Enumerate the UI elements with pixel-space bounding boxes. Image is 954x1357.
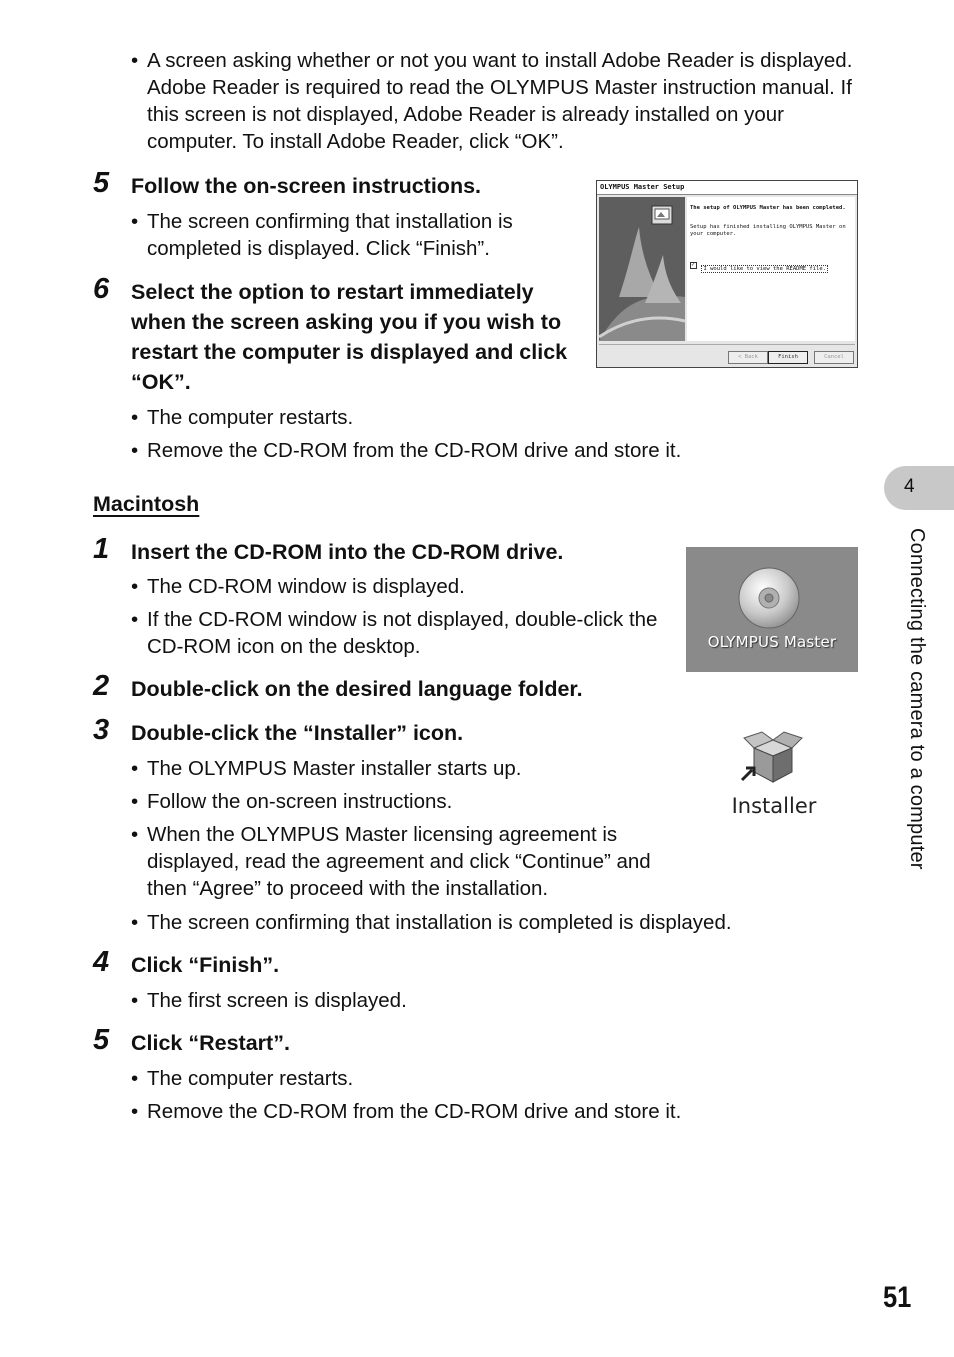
page-number: 51 (883, 1281, 912, 1314)
dialog-title: OLYMPUS Master Setup (597, 181, 857, 195)
step-heading: Follow the on-screen instructions. (131, 174, 482, 198)
bullet: • The OLYMPUS Master installer starts up. (131, 757, 522, 780)
chapter-tab (884, 466, 954, 510)
step-heading: Insert the CD-ROM into the CD-ROM drive. (131, 540, 564, 564)
dialog-content: The setup of OLYMPUS Master has been completed. Setup has finished installing OLYMPUS Master on your computer. ✓ I would like to view the README file. (687, 197, 855, 341)
installer-label: Installer (731, 794, 817, 818)
step-number: 3 (93, 714, 110, 746)
chapter-title: Connecting the camera to a computer (906, 528, 928, 870)
bullet: • Remove the CD-ROM from the CD-ROM drive and store it. (131, 439, 682, 462)
bullet: • The computer restarts. (131, 406, 354, 429)
bullet: • Remove the CD-ROM from the CD-ROM drive and store it. (131, 1100, 682, 1123)
step-number: 6 (93, 273, 110, 305)
step-heading: Double-click the “Installer” icon. (131, 721, 464, 745)
bullet: • Follow the on-screen instructions. (131, 790, 453, 813)
cd-rom-label: OLYMPUS Master (707, 633, 837, 651)
finish-button[interactable]: Finish (768, 351, 808, 364)
step-number: 4 (93, 946, 110, 978)
step-number: 2 (93, 670, 110, 702)
cd-rom-window-screenshot (686, 547, 858, 672)
bullet: • The screen confirming that installation is completed is displayed. (131, 911, 732, 934)
section-title: Macintosh (93, 492, 200, 516)
installer-box-icon (740, 726, 806, 790)
step-heading: Select the option to restart immediately when the screen asking you if you wish to restart the computer is displayed and click “OK”. (131, 280, 568, 394)
bullet: • The first screen is displayed. (131, 989, 407, 1012)
readme-checkbox[interactable]: ✓ I would like to view the README file. (691, 262, 826, 272)
step-number: 1 (93, 533, 110, 565)
cd-rom-icon[interactable] (737, 566, 801, 630)
bullet: • When the OLYMPUS Master licensing agreement is displayed, read the agreement and click “Continue” and then “Agree” to proceed with the installation. (131, 823, 651, 900)
cancel-button[interactable]: Cancel (814, 351, 854, 364)
bullet: • If the CD-ROM window is not displayed, double-click the CD-ROM icon on the desktop. (131, 608, 658, 658)
step-number: 5 (93, 1024, 110, 1056)
bullet: • The CD-ROM window is displayed. (131, 575, 465, 598)
divider (599, 344, 855, 345)
chapter-number: 4 (904, 476, 915, 497)
bullet: • The screen confirming that installation is completed is displayed. Click “Finish”. (131, 210, 513, 260)
setup-dialog-screenshot (596, 180, 858, 368)
step-heading: Click “Finish”. (131, 953, 280, 977)
intro-bullet: • A screen asking whether or not you want to install Adobe Reader is displayed. Adobe Reader is required to read the OLYMPUS Master instruction manual. If this screen is not displayed, Adobe Reader is already installed on your computer. To install Adobe Reader, click “OK”. (131, 49, 853, 153)
step-number: 5 (93, 167, 110, 199)
step-heading: Click “Restart”. (131, 1031, 290, 1055)
computer-icon (651, 205, 673, 225)
back-button[interactable]: < Back (728, 351, 768, 364)
step-heading: Double-click on the desired language folder. (131, 677, 583, 701)
bullet: • The computer restarts. (131, 1067, 354, 1090)
installer-icon-image[interactable] (722, 726, 826, 826)
checkbox-checked-icon: ✓ (691, 262, 696, 269)
